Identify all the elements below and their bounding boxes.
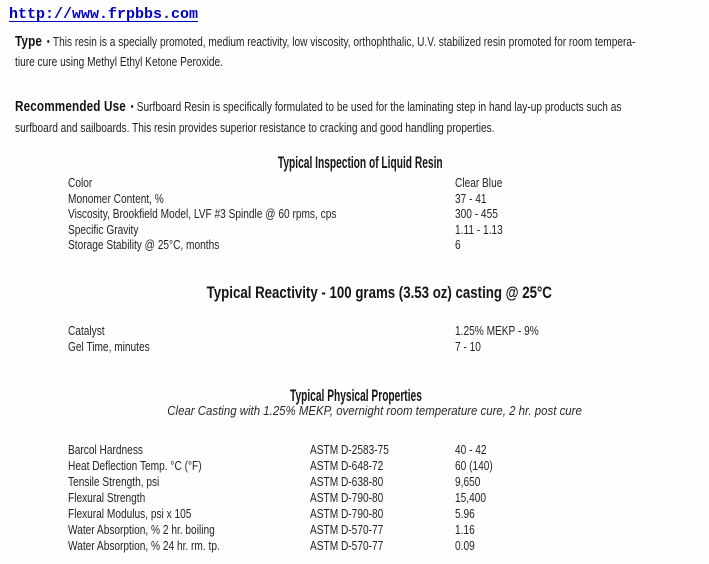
type-paragraph-line1 — [15, 35, 709, 50]
table-row — [68, 323, 709, 339]
recommended-use-line2 — [15, 121, 630, 134]
property-cell: Heat Deflection Temp. °C (°F) — [68, 458, 202, 473]
property-cell: Gel Time, minutes — [68, 339, 150, 354]
value-cell: Clear Blue — [455, 175, 503, 190]
method-cell: ASTM D-648-72 — [310, 458, 384, 473]
table-row — [68, 222, 709, 238]
bullet-icon: • — [130, 101, 134, 113]
type-text-line2: tiure cure using Methyl Ethyl Ketone Peroxide. — [15, 54, 223, 69]
type-text-line1: This resin is a specially promoted, medium reactivity, low viscosity, orthophthalic, U.V. stabilized resin promoted for room tempera- — [52, 34, 636, 49]
property-cell: Storage Stability @ 25°C, months — [68, 237, 220, 252]
physical-title: Typical Physical Properties — [289, 386, 422, 405]
value-cell: 5.96 — [455, 506, 475, 521]
value-cell: 300 - 455 — [455, 206, 498, 221]
value-cell: 9,650 — [455, 474, 481, 489]
table-row — [68, 506, 709, 522]
value-cell: 15,400 — [455, 490, 487, 505]
table-row — [68, 538, 709, 554]
property-cell: Tensile Strength, psi — [68, 474, 160, 489]
inspection-title: Typical Inspection of Liquid Resin — [278, 153, 443, 172]
recommended-use-text-line2: surfboard and sailboards. This resin provides superior resistance to cracking and good handling properties. — [15, 120, 495, 135]
property-cell: Water Absorption, % 2 hr. boiling — [68, 522, 215, 537]
table-row — [68, 237, 709, 253]
method-cell: ASTM D-570-77 — [310, 538, 384, 553]
physical-table — [68, 442, 709, 554]
value-cell: 1.16 — [455, 522, 475, 537]
method-cell: ASTM D-2583-75 — [310, 442, 389, 457]
property-cell: Water Absorption, % 24 hr. rm. tp. — [68, 538, 220, 553]
recommended-use-line1 — [15, 100, 709, 115]
bullet-icon: • — [46, 36, 50, 48]
property-cell: Monomer Content, % — [68, 190, 164, 206]
table-row — [68, 206, 709, 222]
value-cell: 40 - 42 — [455, 442, 487, 457]
method-cell: ASTM D-638-80 — [310, 474, 384, 489]
method-cell: ASTM D-790-80 — [310, 490, 384, 505]
value-cell: 1.11 - 1.13 — [455, 221, 503, 237]
table-row — [68, 175, 709, 191]
site-link[interactable]: http://www.frpbbs.com — [9, 6, 199, 23]
property-cell: Specific Gravity — [68, 221, 139, 237]
table-row — [68, 458, 709, 474]
property-cell: Catalyst — [68, 323, 105, 338]
value-cell: 0.09 — [455, 538, 475, 553]
value-cell: 1.25% MEKP - 9% — [455, 323, 539, 338]
value-cell: 7 - 10 — [455, 339, 481, 354]
method-cell: ASTM D-570-77 — [310, 522, 384, 537]
value-cell: 60 (140) — [455, 458, 493, 473]
reactivity-table — [68, 323, 709, 355]
value-cell: 37 - 41 — [455, 190, 487, 206]
inspection-table — [68, 175, 709, 253]
reactivity-title: Typical Reactivity - 100 grams (3.53 oz) casting @ 25°C — [206, 283, 553, 302]
physical-subtitle: Clear Casting with 1.25% MEKP, overnight room temperature cure, 2 hr. post cure — [167, 403, 582, 418]
table-row — [68, 339, 709, 355]
type-paragraph-line2 — [15, 55, 282, 68]
table-row — [68, 474, 709, 490]
property-cell: Viscosity, Brookfield Model, LVF #3 Spindle @ 60 rpms, cps — [68, 206, 337, 221]
value-cell: 6 — [455, 237, 461, 252]
property-cell: Color — [68, 175, 93, 190]
table-row — [68, 490, 709, 506]
method-cell: ASTM D-790-80 — [310, 506, 384, 521]
recommended-use-label: Recommended Use — [15, 98, 126, 115]
table-row — [68, 191, 709, 207]
type-label: Type — [15, 33, 43, 50]
recommended-use-text-line1: Surfboard Resin is specifically formulated to be used for the laminating step in hand lay-up products such as — [136, 99, 622, 114]
property-cell: Flexural Strength — [68, 490, 146, 505]
table-row — [68, 522, 709, 538]
property-cell: Barcol Hardness — [68, 442, 143, 457]
table-row — [68, 442, 709, 458]
property-cell: Flexural Modulus, psi x 105 — [68, 506, 192, 521]
